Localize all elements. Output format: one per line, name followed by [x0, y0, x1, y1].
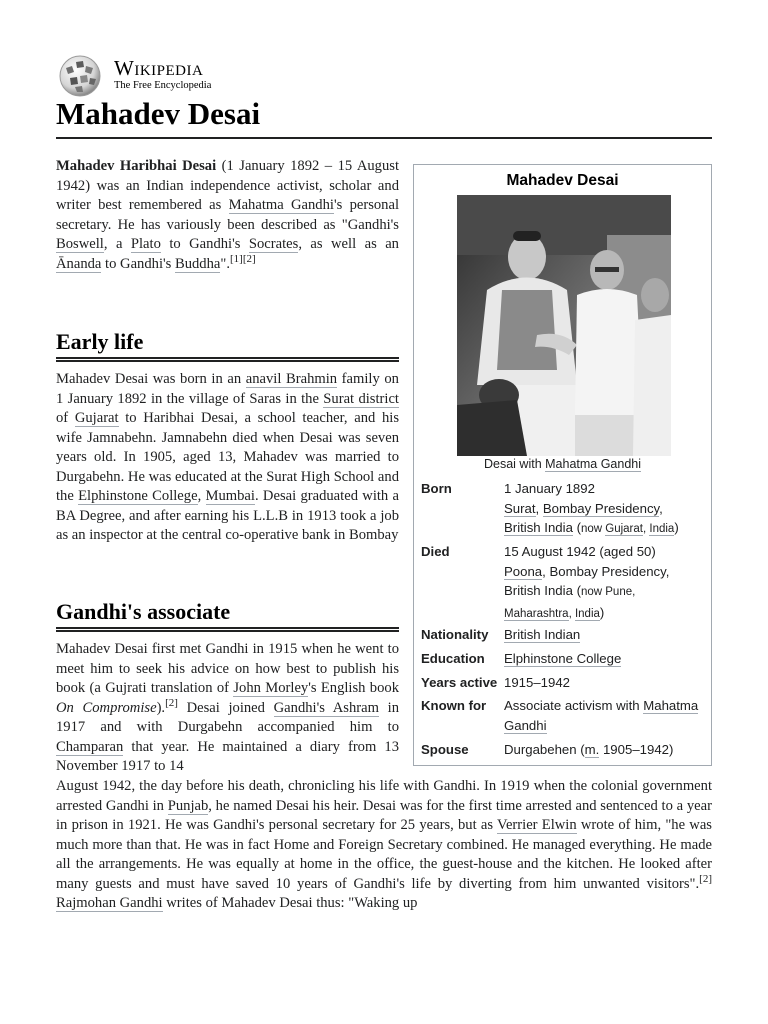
wikipedia-globe-icon — [56, 54, 104, 98]
link-gujarat-infobox[interactable]: Gujarat — [605, 523, 643, 535]
value-died: 15 August 1942 (aged 50) Poona, Bombay Presidency, British India (now Pune, Maharashtra, India) — [504, 544, 670, 620]
value-nationality — [504, 625, 708, 645]
wikipedia-wordmark: Wikipedia — [114, 56, 204, 80]
heading-gandhis-associate-rule — [56, 627, 399, 632]
link-mahatma-infobox[interactable]: Mahatma — [643, 698, 699, 713]
infobox-title: Mahadev Desai — [506, 172, 619, 189]
link-socrates[interactable]: Socrates — [248, 236, 299, 252]
link-rajmohan-gandhi[interactable]: Rajmohan Gandhi — [56, 895, 163, 911]
link-mahatma-gandhi[interactable]: Mahatma Gandhi — [228, 197, 334, 213]
value-known-for: Associate activism with Mahatma Gandhi — [504, 698, 699, 733]
page-title: Mahadev Desai — [56, 96, 261, 131]
photo-caption: Desai with Mahatma Gandhi — [483, 457, 642, 471]
intro-paragraph: Mahadev Haribhai Desai (1 January 1892 – 15 August 1942) was an Indian independence activist, scholar and writer best remembered as Mahatma Gandhi's personal secretary. He has variously been described as "Gandhi's Boswell, a Plato to Gandhi's Socrates, as well as an Ānanda to Gandhi's Buddha".[1][2] — [56, 158, 400, 272]
label-years-active: Years active — [421, 675, 498, 690]
label-born: Born — [421, 481, 452, 496]
link-bombay-presidency[interactable]: Bombay Presidency — [542, 500, 660, 516]
value-spouse: Durgabehen (m. 1905–1942) — [504, 742, 674, 757]
label-died: Died — [421, 544, 450, 559]
label-education: Education — [421, 651, 485, 666]
value-years-active: 1915–1942 — [504, 675, 571, 690]
wikipedia-logo[interactable] — [56, 54, 356, 98]
link-gujarat[interactable]: Gujarat — [74, 410, 119, 426]
link-mumbai[interactable]: Mumbai — [205, 488, 255, 504]
link-gandhi-infobox[interactable]: Gandhi — [504, 717, 547, 733]
link-surat-district[interactable]: Surat district — [323, 390, 399, 407]
link-elphinstone-college[interactable]: Elphinstone College — [78, 488, 198, 504]
early-life-paragraph: Mahadev Desai was born in an anavil Brahmin family on 1 January 1892 in the village of Saras in the Surat district of Gujarat to Haribhai Desai, a school teacher, and his wife Jamnabehn. Jamnabehn died when Desai was seven years old. In 1905, aged 13, Mahadev was married to Durgabehn. He was educated at the Surat High School and the Elphinstone College, Mumbai. Desai graduated with a BA Degree, and after earning his L.L.B in 1913 took a job as an inspector at the central co-operative bank in Bombay — [56, 371, 400, 543]
link-boswell[interactable]: Boswell — [56, 236, 104, 252]
link-caption-mahatma-gandhi[interactable]: Mahatma Gandhi — [545, 457, 642, 471]
photo-desai-with-gandhi[interactable] — [457, 195, 671, 456]
ref-2-c[interactable]: [2] — [699, 872, 712, 885]
associate-paragraph-narrow: Mahadev Desai first met Gandhi in 1915 when he went to meet him to seek his advice on how best to publish his book (a Gujrati translation of John Morley's English book On Compromise).[2] Desai joined Gandhi's Ashram in 1917 and with Durgabehn accompanied him to Champaran that year. He maintained a diary from 13 November 1917 to 14 — [56, 641, 399, 774]
link-verrier-elwin[interactable]: Verrier Elwin — [497, 817, 577, 833]
value-born: 1 January 1892 Surat, Bombay Presidency, British India (now Gujarat, India) — [504, 481, 679, 535]
link-buddha[interactable]: Buddha — [174, 255, 221, 272]
associate-paragraph-full: August 1942, the day before his death, chronicling his life with Gandhi. In 1919 when the colonial government arrested Gandhi in Punjab, he named Desai his heir. Desai was for the first time arrested and sentenced to a year in prison in 1921. He was Gandhi's personal secretary for 25 years, but as Verrier Elwin wrote of him, "he was much more than that. He was in fact Home and Foreign Secretary combined. He managed everything. He made all the arrangements. He was equally at home in the office, the guest-house and the kitchen. He looked after many guests and must have saved 10 years of Gandhi's life by diverting from him unwanted visitors".[2] Rajmohan Gandhi writes of Mahadev Desai thus: "Waking up — [56, 778, 712, 911]
heading-early-life: Early life — [56, 329, 144, 354]
link-elphinstone-infobox[interactable]: Elphinstone College — [504, 651, 622, 666]
link-john-morley[interactable]: John Morley — [233, 680, 309, 696]
link-india[interactable]: India — [649, 523, 675, 535]
label-nationality: Nationality — [421, 627, 489, 642]
link-plato[interactable]: Plato — [130, 236, 161, 252]
ref-2[interactable]: [2] — [242, 252, 256, 265]
heading-early-life-rule — [56, 357, 399, 362]
link-punjab[interactable]: Punjab — [167, 797, 209, 814]
link-ananda[interactable]: Ānanda — [56, 255, 102, 272]
heading-gandhis-associate: Gandhi's associate — [56, 599, 231, 624]
link-india-died[interactable]: India — [574, 607, 600, 620]
label-spouse: Spouse — [421, 742, 469, 757]
link-british-india[interactable]: British India — [504, 520, 573, 535]
title-divider — [56, 137, 712, 139]
link-british-indian[interactable]: British Indian — [504, 627, 581, 642]
link-gandhis-ashram[interactable]: Gandhi's Ashram — [273, 699, 379, 716]
link-surat[interactable]: Surat — [504, 500, 536, 516]
value-education — [504, 649, 708, 669]
abbr-married[interactable]: m. — [584, 742, 600, 757]
ref-2-b[interactable]: [2] — [165, 696, 178, 709]
label-known-for: Known for — [421, 698, 487, 713]
link-champaran[interactable]: Champaran — [56, 738, 124, 755]
ref-1[interactable]: [1] — [229, 252, 243, 265]
link-poona[interactable]: Poona — [504, 563, 543, 579]
link-maharashtra[interactable]: Maharashtra — [504, 607, 569, 620]
link-anavil-brahmin[interactable]: anavil Brahmin — [245, 371, 338, 387]
subject-name: Mahadev Haribhai Desai — [56, 158, 217, 174]
infobox — [413, 164, 712, 766]
wikipedia-tagline: The Free Encyclopedia — [114, 80, 212, 91]
book-title: On Compromise — [56, 699, 157, 716]
